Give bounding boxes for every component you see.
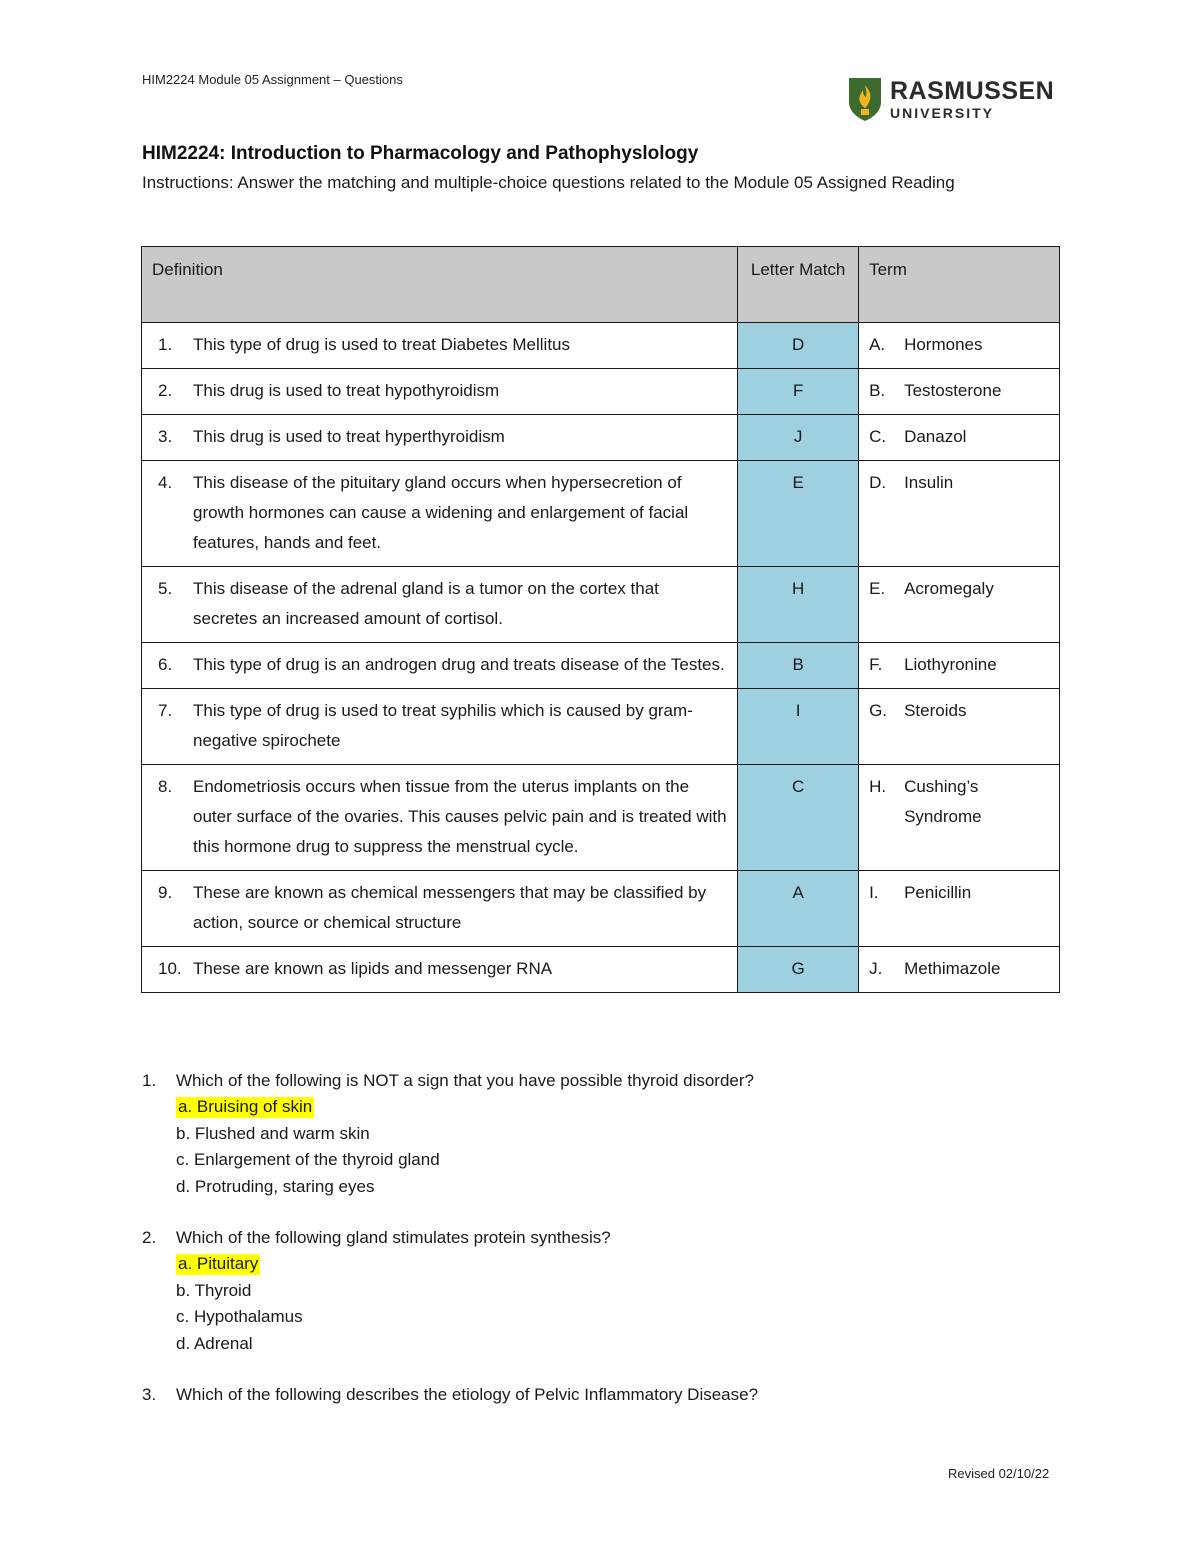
definition-cell: [142, 323, 738, 369]
letter-match-cell: C: [738, 765, 859, 871]
term-text: Steroids: [904, 701, 967, 720]
table-row: [142, 415, 1060, 461]
rasmussen-logo: [846, 76, 1060, 122]
term-letter: D.: [869, 473, 887, 492]
table-row: [142, 947, 1060, 993]
definition-text: This type of drug is used to treat syphilis which is caused by gram-negative spirochete: [193, 701, 693, 750]
term-letter: C.: [869, 427, 887, 446]
question-stem: Which of the following describes the etiology of Pelvic Inflammatory Disease?: [176, 1385, 759, 1404]
definition-cell: [142, 567, 738, 643]
flame-shield-icon: [846, 76, 884, 122]
letter-match-cell: G: [738, 947, 859, 993]
definition-number: 3.: [158, 427, 173, 446]
answer-text: b. Thyroid: [176, 1280, 252, 1300]
table-row: [142, 323, 1060, 369]
matching-table: [141, 246, 1060, 993]
definition-cell: [142, 461, 738, 567]
term-letter: H.: [869, 777, 887, 796]
letter-match-cell: A: [738, 871, 859, 947]
answer-option: [176, 1331, 1062, 1358]
definition-cell: [142, 689, 738, 765]
definition-cell: [142, 369, 738, 415]
document-title: HIM2224: Introduction to Pharmacology and Pathophyslology: [142, 143, 699, 164]
answer-option: [176, 1278, 1062, 1305]
definition-text: This disease of the pituitary gland occurs when hypersecretion of growth hormones can cause a widening and enlargement of facial features, hands and feet.: [193, 473, 689, 552]
term-text: Liothyronine: [904, 655, 997, 674]
question: [142, 1068, 1062, 1200]
answer-text: d. Protruding, staring eyes: [176, 1176, 375, 1196]
definition-text: These are known as lipids and messenger RNA: [193, 959, 553, 978]
term-cell: [859, 871, 1060, 947]
term-cell: [859, 415, 1060, 461]
definition-number: 7.: [158, 701, 173, 720]
term-letter: G.: [869, 701, 888, 720]
question: [142, 1225, 1062, 1357]
table-row: [142, 567, 1060, 643]
definition-text: Endometriosis occurs when tissue from the uterus implants on the outer surface of the ovaries. This causes pelvic pain and is treated with this hormone drug to suppress the menstrual cycle.: [193, 777, 727, 856]
answer-option: [176, 1121, 1062, 1148]
term-letter: J.: [869, 959, 883, 978]
definition-number: 5.: [158, 579, 173, 598]
term-cell: [859, 461, 1060, 567]
question-number: 2.: [142, 1228, 157, 1247]
letter-match-cell: J: [738, 415, 859, 461]
answer-text: c. Hypothalamus: [176, 1307, 303, 1326]
definition-number: 2.: [158, 381, 173, 400]
term-text: Insulin: [904, 473, 954, 492]
question-stem: Which of the following is NOT a sign that you have possible thyroid disorder?: [176, 1071, 754, 1090]
logo-wordmark: RASMUSSEN: [890, 77, 1055, 105]
term-letter: A.: [869, 335, 886, 354]
answer-text: c. Enlargement of the thyroid gland: [176, 1150, 440, 1169]
letter-match-cell: I: [738, 689, 859, 765]
term-text: Methimazole: [904, 959, 1001, 978]
definition-text: These are known as chemical messengers that may be classified by action, source or chemical structure: [193, 883, 707, 932]
term-text: Hormones: [904, 335, 983, 354]
answer-text: b. Flushed and warm skin: [176, 1123, 370, 1143]
definition-text: This drug is used to treat hyperthyroidism: [193, 427, 505, 446]
table-row: [142, 871, 1060, 947]
term-cell: [859, 323, 1060, 369]
answer-text: d. Adrenal: [176, 1333, 253, 1353]
letter-match-cell: D: [738, 323, 859, 369]
term-text: Danazol: [904, 427, 967, 446]
definition-cell: [142, 871, 738, 947]
term-cell: [859, 689, 1060, 765]
question-number: 1.: [142, 1071, 157, 1090]
letter-match-cell: H: [738, 567, 859, 643]
term-cell: [859, 643, 1060, 689]
answer-option: [176, 1251, 1062, 1278]
table-row: [142, 643, 1060, 689]
table-header-row: [142, 247, 1060, 323]
term-letter: E.: [869, 579, 886, 598]
definition-cell: [142, 643, 738, 689]
definition-number: 10.: [158, 959, 182, 978]
letter-match-cell: F: [738, 369, 859, 415]
highlighted-answer: a. Bruising of skin: [178, 1097, 313, 1116]
answer-option: [176, 1174, 1062, 1201]
definition-text: This type of drug is used to treat Diabetes Mellitus: [193, 335, 571, 354]
term-cell: [859, 369, 1060, 415]
definition-cell: [142, 765, 738, 871]
term-letter: I.: [869, 883, 879, 902]
logo-subtitle: UNIVERSITY: [890, 105, 995, 121]
definition-number: 4.: [158, 473, 173, 492]
question-number: 3.: [142, 1385, 157, 1404]
question-stem: Which of the following gland stimulates protein synthesis?: [176, 1228, 611, 1247]
table-row: [142, 461, 1060, 567]
header-definition: Definition: [142, 247, 738, 323]
instructions: Instructions: Answer the matching and multiple-choice questions related to the Module 05 Assigned Reading: [142, 173, 955, 192]
definition-number: 9.: [158, 883, 173, 902]
question: [142, 1382, 1062, 1408]
highlighted-answer: a. Pituitary: [178, 1254, 259, 1273]
table-row: [142, 369, 1060, 415]
definition-number: 1.: [158, 335, 173, 354]
definition-number: 6.: [158, 655, 173, 674]
header-letter-match: Letter Match: [738, 247, 859, 323]
letter-match-cell: B: [738, 643, 859, 689]
definition-text: This drug is used to treat hypothyroidism: [193, 381, 500, 400]
term-cell: [859, 947, 1060, 993]
table-row: [142, 689, 1060, 765]
definition-text: This disease of the adrenal gland is a tumor on the cortex that secretes an increased amount of cortisol.: [193, 579, 659, 628]
revision-date: Revised 02/10/22: [948, 1466, 1050, 1481]
term-letter: B.: [869, 381, 886, 400]
definition-cell: [142, 415, 738, 461]
definition-text: This type of drug is an androgen drug and treats disease of the Testes.: [193, 655, 725, 674]
answer-option: [176, 1094, 1062, 1121]
term-cell: [859, 567, 1060, 643]
term-text: Penicillin: [904, 883, 972, 902]
question-list: [142, 1068, 1062, 1433]
answer-option: [176, 1147, 1062, 1174]
definition-number: 8.: [158, 777, 173, 796]
term-cell: [859, 765, 1060, 871]
running-header: HIM2224 Module 05 Assignment – Questions: [142, 72, 403, 87]
table-row: [142, 765, 1060, 871]
term-letter: F.: [869, 655, 883, 674]
term-text: Acromegaly: [904, 579, 994, 598]
letter-match-cell: E: [738, 461, 859, 567]
term-text: Testosterone: [904, 381, 1002, 400]
definition-cell: [142, 947, 738, 993]
term-text: Cushing’s Syndrome: [904, 777, 982, 826]
header-term: Term: [859, 247, 1060, 323]
answer-option: [176, 1304, 1062, 1331]
